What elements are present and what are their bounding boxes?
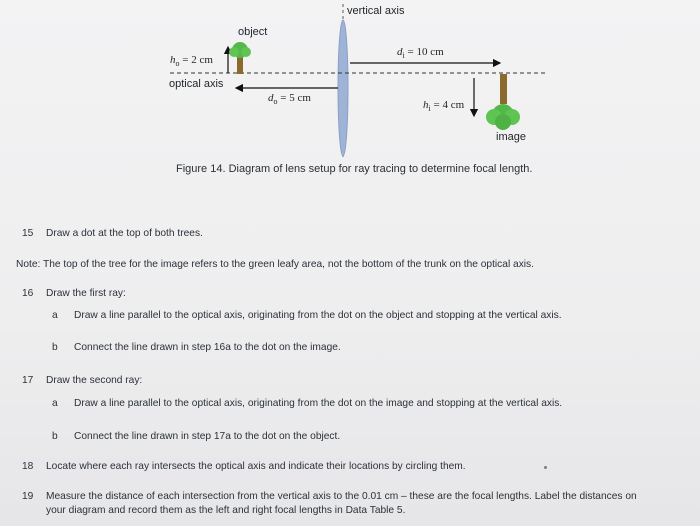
- step-17: 17 Draw the second ray:: [22, 375, 143, 386]
- step-18: 18 Locate where each ray intersects the optical axis and indicate their locations by circling them.: [22, 461, 466, 472]
- step-16a: a Draw a line parallel to the optical axis, originating from the dot on the object and stopping at the vertical axis.: [52, 310, 562, 321]
- optical-axis-label: optical axis: [169, 78, 224, 90]
- ho-label: $h_o = 2$ cm: [170, 54, 213, 69]
- image-tree: [486, 74, 520, 130]
- lens: [338, 20, 348, 156]
- image-label: image: [496, 131, 526, 143]
- step-17a: a Draw a line parallel to the optical axis, originating from the dot on the image and stopping at the vertical axis.: [52, 398, 563, 409]
- step-15: 15 Draw a dot at the top of both trees.: [22, 228, 203, 239]
- figure-caption: Figure 14. Diagram of lens setup for ray tracing to determine focal length.: [176, 163, 533, 175]
- step-17b: b Connect the line drawn in step 17a to the dot on the object.: [52, 431, 341, 442]
- note-text: Note: The top of the tree for the image refers to the green leafy area, not the bottom of the trunk on the optical axis.: [16, 259, 534, 270]
- lens-diagram: [0, 0, 700, 200]
- step-16: 16 Draw the first ray:: [22, 288, 126, 299]
- hi-label: $h_i = 4$ cm: [423, 99, 465, 114]
- stray-dot: [544, 466, 547, 469]
- step-19: 19 Measure the distance of each intersection from the vertical axis to the 0.01 cm – these are the focal lengths. Label the distances on: [22, 491, 637, 502]
- di-label: $d_i = 10$ cm: [397, 46, 444, 61]
- do-label: $d_o = 5$ cm: [268, 92, 311, 107]
- object-tree: [229, 42, 251, 74]
- vertical-axis-label: vertical axis: [347, 5, 405, 17]
- step-16b: b Connect the line drawn in step 16a to the dot on the image.: [52, 342, 341, 353]
- step-19-continued: your diagram and record them as the left and right focal lengths in Data Table 5.: [46, 505, 406, 516]
- object-label: object: [238, 26, 268, 38]
